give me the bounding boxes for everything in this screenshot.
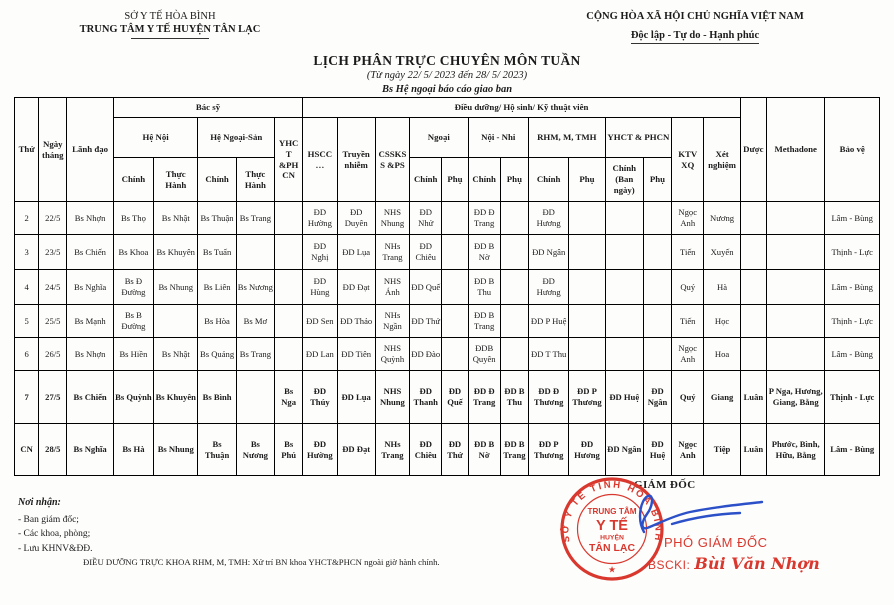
table-cell	[275, 235, 303, 270]
table-cell: Bs Phú	[275, 424, 303, 476]
table-cell: Bs Nga	[275, 371, 303, 424]
table-cell	[569, 338, 605, 371]
table-cell: ĐD Hường	[303, 424, 337, 476]
col-header-thu: Thứ	[15, 98, 39, 202]
table-cell: NHs Trang	[375, 424, 409, 476]
table-cell: Bs Đ Đường	[113, 270, 153, 305]
table-cell	[275, 305, 303, 338]
table-cell	[643, 235, 671, 270]
table-cell	[442, 202, 468, 235]
signer-line	[648, 554, 820, 574]
duty-schedule-table	[14, 97, 880, 476]
table-cell: Bs Trang	[236, 338, 274, 371]
table-cell	[569, 270, 605, 305]
table-cell: Thịnh - Lực	[825, 235, 880, 270]
col-header-he-noi-chinh: Chính	[113, 158, 153, 202]
table-row	[15, 424, 880, 476]
table-cell: Bs Trang	[236, 202, 274, 235]
col-header-ngoai-chinh: Chính	[410, 158, 442, 202]
table-cell: ĐD B Thu	[468, 270, 500, 305]
table-cell: Bs Thuận	[198, 424, 236, 476]
col-header-bao-ve: Bảo vệ	[825, 98, 880, 202]
table-cell: Bs B Đường	[113, 305, 153, 338]
table-cell: Lâm - Bùng	[825, 338, 880, 371]
table-cell	[500, 305, 528, 338]
table-cell: Ngọc Anh	[672, 338, 704, 371]
bottom-note: ĐIỀU DƯỠNG TRỰC KHOA RHM, M, TMH: Xử trí BN khoa YHCT&PHCN ngoài giờ hành chính.	[83, 557, 440, 567]
table-cell: NHS Quỳnh	[375, 338, 409, 371]
table-cell	[643, 202, 671, 235]
table-cell: ĐD Chiêu	[410, 235, 442, 270]
table-cell: Lâm - Bùng	[825, 202, 880, 235]
table-cell: NHS Nhung	[375, 202, 409, 235]
table-cell: 28/5	[39, 424, 67, 476]
table-cell: Học	[704, 305, 740, 338]
table-cell	[605, 270, 643, 305]
table-cell: ĐD B Nờ	[468, 424, 500, 476]
table-cell: ĐD Ngân	[529, 235, 569, 270]
table-cell	[740, 270, 766, 305]
table-cell: Bs Nghĩa	[67, 270, 113, 305]
stamp-center-line3: HUYỆN	[600, 534, 624, 542]
table-cell	[569, 305, 605, 338]
table-cell: Bs Nhật	[154, 202, 198, 235]
table-cell	[275, 338, 303, 371]
col-header-methadone: Methadone	[766, 98, 824, 202]
table-cell: Bs Thuận	[198, 202, 236, 235]
signer-name: Bùi Văn Nhợn	[694, 554, 820, 573]
table-cell: ĐD Sen	[303, 305, 337, 338]
table-cell: ĐD Hùng	[303, 270, 337, 305]
table-cell: ĐD Ngân	[605, 424, 643, 476]
table-cell	[442, 338, 468, 371]
table-cell: Bs Hiền	[113, 338, 153, 371]
table-row	[15, 305, 880, 338]
table-cell: Bs Nhật	[154, 338, 198, 371]
col-header-rhm-chinh: Chính	[529, 158, 569, 202]
table-cell: NHS Ánh	[375, 270, 409, 305]
table-cell: Xuyến	[704, 235, 740, 270]
table-cell: NHS Nhung	[375, 371, 409, 424]
col-header-yhct-chinh-ban-ngay: Chính (Ban ngày)	[605, 158, 643, 202]
table-cell: ĐD P Huệ	[529, 305, 569, 338]
director-title: GIÁM ĐỐC	[634, 479, 696, 491]
table-cell: ĐD Đ Trang	[468, 371, 500, 424]
table-cell: ĐD Tiên	[337, 338, 375, 371]
table-cell: 23/5	[39, 235, 67, 270]
table-cell: Bs Nhung	[154, 270, 198, 305]
table-cell: 22/5	[39, 202, 67, 235]
table-cell: ĐD B Nờ	[468, 235, 500, 270]
table-cell	[740, 338, 766, 371]
col-header-rhm-phu: Phụ	[569, 158, 605, 202]
col-header-noi-nhi-chinh: Chính	[468, 158, 500, 202]
group-header-noi-nhi: Nội - Nhi	[468, 118, 528, 158]
table-cell: ĐD Ngân	[643, 371, 671, 424]
table-cell: ĐD Duyên	[337, 202, 375, 235]
table-cell: Bs Tuấn	[198, 235, 236, 270]
table-cell: ĐD Đ Trang	[468, 202, 500, 235]
group-header-he-noi: Hệ Nội	[113, 118, 198, 158]
table-cell: ĐD Hương	[529, 202, 569, 235]
table-cell: Bs Mơ	[236, 305, 274, 338]
table-cell	[500, 235, 528, 270]
schedule-body	[15, 202, 880, 476]
document-title-note: Bs Hệ ngoại báo cáo giao ban	[381, 83, 513, 95]
table-cell	[740, 235, 766, 270]
table-cell: Bs Thọ	[113, 202, 153, 235]
org-parent-name: SỞ Y TẾ HÒA BÌNH	[124, 11, 216, 22]
table-cell: Thịnh - Lực	[825, 305, 880, 338]
table-cell: 26/5	[39, 338, 67, 371]
table-cell: Giang	[704, 371, 740, 424]
table-cell	[275, 270, 303, 305]
table-cell: Tiến	[672, 235, 704, 270]
table-cell: Quý	[672, 371, 704, 424]
document-date-range: (Từ ngày 22/ 5/ 2023 đến 28/ 5/ 2023)	[366, 70, 528, 82]
national-motto: Độc lập - Tự do - Hạnh phúc	[631, 29, 759, 45]
table-cell: ĐD Hương	[529, 270, 569, 305]
col-header-lanh-dao: Lãnh đạo	[67, 98, 113, 202]
table-cell: ĐD B Thu	[500, 371, 528, 424]
table-cell: Quý	[672, 270, 704, 305]
table-cell	[236, 371, 274, 424]
table-cell: 24/5	[39, 270, 67, 305]
group-header-ngoai: Ngoại	[410, 118, 468, 158]
recipient-item: - Các khoa, phòng;	[18, 529, 91, 540]
col-header-noi-nhi-phu: Phụ	[500, 158, 528, 202]
col-header-ktv-xq: KTV XQ	[672, 118, 704, 202]
table-cell: Bs Bình	[198, 371, 236, 424]
recipients-block	[18, 495, 93, 557]
table-cell: ĐDB Quyên	[468, 338, 500, 371]
table-cell: Phước, Bình, Hữu, Bằng	[766, 424, 824, 476]
table-row	[15, 270, 880, 305]
table-cell: Lâm - Bùng	[825, 424, 880, 476]
table-cell	[500, 202, 528, 235]
col-header-ngay-thang: Ngày tháng	[39, 98, 67, 202]
table-cell: 4	[15, 270, 39, 305]
motto-block	[545, 10, 845, 44]
table-cell: ĐD Đào	[410, 338, 442, 371]
table-cell: ĐD B Trang	[468, 305, 500, 338]
recipient-item: - Lưu KHNV&ĐĐ.	[18, 543, 93, 554]
table-cell: Bs Khoa	[113, 235, 153, 270]
stamp-center-line1: TRUNG TÂM	[587, 507, 637, 516]
table-cell: 5	[15, 305, 39, 338]
table-cell	[275, 202, 303, 235]
table-cell	[740, 305, 766, 338]
table-cell: Bs Chiến	[67, 371, 113, 424]
col-header-truyen-nhiem: Truyền nhiễm	[337, 118, 375, 202]
table-cell	[500, 270, 528, 305]
table-cell: ĐD Quế	[410, 270, 442, 305]
col-header-hscc: HSCC …	[303, 118, 337, 202]
table-row	[15, 202, 880, 235]
table-cell: 6	[15, 338, 39, 371]
table-cell: ĐD Hương	[569, 424, 605, 476]
table-cell: ĐD Đạt	[337, 424, 375, 476]
table-cell	[442, 305, 468, 338]
table-cell	[236, 235, 274, 270]
table-cell: CN	[15, 424, 39, 476]
table-cell: Hoa	[704, 338, 740, 371]
table-cell: Bs Nghĩa	[67, 424, 113, 476]
table-cell: 3	[15, 235, 39, 270]
table-cell: Thịnh - Lực	[825, 371, 880, 424]
table-cell: Luân	[740, 371, 766, 424]
table-cell: 7	[15, 371, 39, 424]
table-cell: ĐD Lan	[303, 338, 337, 371]
col-header-he-noi-thuc-hanh: Thực Hành	[154, 158, 198, 202]
col-header-yhct-phcn-bs: YHCT &PH CN	[275, 118, 303, 202]
title-block	[0, 53, 894, 96]
table-cell: Bs Mạnh	[67, 305, 113, 338]
org-name: TRUNG TÂM Y TẾ HUYỆN TÂN LẠC	[79, 24, 261, 36]
recipients-list	[18, 513, 93, 557]
col-header-he-ngoai-thuc-hanh: Thực Hành	[236, 158, 274, 202]
table-cell	[569, 202, 605, 235]
national-title: CỘNG HÒA XÃ HỘI CHỦ NGHĨA VIỆT NAM	[586, 11, 804, 22]
table-cell	[605, 338, 643, 371]
group-header-he-ngoai-san: Hệ Ngoại-Sản	[198, 118, 275, 158]
table-cell	[500, 338, 528, 371]
stamp-star-icon: ★	[607, 564, 617, 575]
table-cell: ĐD Đ Thương	[529, 371, 569, 424]
table-cell	[740, 202, 766, 235]
recipients-title: Nơi nhận:	[18, 497, 61, 508]
table-cell	[442, 270, 468, 305]
table-row	[15, 338, 880, 371]
org-block	[55, 10, 285, 39]
table-cell: Bs Hà	[113, 424, 153, 476]
table-cell	[766, 202, 824, 235]
table-cell: 27/5	[39, 371, 67, 424]
table-cell: ĐD Thanh	[410, 371, 442, 424]
table-cell	[643, 305, 671, 338]
table-cell: Hà	[704, 270, 740, 305]
table-cell: ĐD Nghị	[303, 235, 337, 270]
table-cell: NHs Trang	[375, 235, 409, 270]
table-cell: Bs Nhợn	[67, 202, 113, 235]
table-cell: Bs Nhợn	[67, 338, 113, 371]
table-cell: Bs Khuyên	[154, 235, 198, 270]
group-header-yhct-phcn: YHCT & PHCN	[605, 118, 672, 158]
table-cell: ĐD Nhử	[410, 202, 442, 235]
table-cell: ĐD Hường	[303, 202, 337, 235]
table-cell: Lâm - Bùng	[825, 270, 880, 305]
col-header-yhct-phu: Phụ	[643, 158, 671, 202]
col-header-xet-nghiem: Xét nghiệm	[704, 118, 740, 202]
table-cell	[766, 338, 824, 371]
table-cell	[766, 270, 824, 305]
table-cell: Bs Khuyên	[154, 371, 198, 424]
stamp-ring-text: SỞ Y TẾ TỈNH HÒA BÌNH	[560, 479, 664, 544]
table-cell: ĐD B Trang	[500, 424, 528, 476]
group-header-dieu-duong: Điều dưỡng/ Hộ sinh/ Kỹ thuật viên	[303, 98, 741, 118]
table-cell	[605, 235, 643, 270]
table-cell: 2	[15, 202, 39, 235]
table-cell	[605, 305, 643, 338]
table-cell: ĐD Thúy	[303, 371, 337, 424]
stamp-center-line4: TÂN LẠC	[588, 542, 636, 554]
table-cell	[442, 235, 468, 270]
table-cell	[569, 235, 605, 270]
table-cell: ĐD Quế	[442, 371, 468, 424]
group-header-bac-sy: Bác sỹ	[113, 98, 302, 118]
col-header-csskss-ps: CSSKSS &PS	[375, 118, 409, 202]
signer-degree: BSCKI:	[648, 558, 691, 572]
document-title: LỊCH PHÂN TRỰC CHUYÊN MÔN TUẦN	[313, 53, 581, 68]
table-cell: ĐD P Thương	[529, 424, 569, 476]
table-cell: Luân	[740, 424, 766, 476]
table-cell: ĐD Lụa	[337, 235, 375, 270]
table-cell: ĐD Huệ	[643, 424, 671, 476]
table-cell: Nương	[704, 202, 740, 235]
table-row	[15, 371, 880, 424]
table-row	[15, 235, 880, 270]
table-cell	[154, 305, 198, 338]
table-cell: Bs Liên	[198, 270, 236, 305]
col-header-duoc: Dược	[740, 98, 766, 202]
table-cell: ĐD Lụa	[337, 371, 375, 424]
org-underline	[131, 38, 209, 39]
table-cell: Bs Quảng	[198, 338, 236, 371]
table-cell: ĐD Đạt	[337, 270, 375, 305]
table-cell: P Nga, Hương, Giang, Bằng	[766, 371, 824, 424]
table-cell: ĐD Thảo	[337, 305, 375, 338]
table-cell: ĐD Thứ	[410, 305, 442, 338]
table-cell	[643, 270, 671, 305]
table-cell: ĐD Chiêu	[410, 424, 442, 476]
table-cell: ĐD P Thương	[569, 371, 605, 424]
table-cell: Ngọc Anh	[672, 202, 704, 235]
col-header-ngoai-phu: Phụ	[442, 158, 468, 202]
table-cell	[766, 305, 824, 338]
table-cell: Bs Nương	[236, 424, 274, 476]
table-cell	[766, 235, 824, 270]
table-cell: NHs Ngần	[375, 305, 409, 338]
table-cell: ĐD Thứ	[442, 424, 468, 476]
table-cell: 25/5	[39, 305, 67, 338]
group-header-rhm-m-tmh: RHM, M, TMH	[529, 118, 606, 158]
table-cell: Ngọc Anh	[672, 424, 704, 476]
stamp-center-line2: Y TẾ	[596, 518, 628, 534]
table-cell: Tiệp	[704, 424, 740, 476]
col-header-he-ngoai-chinh: Chính	[198, 158, 236, 202]
table-cell: ĐD Huệ	[605, 371, 643, 424]
table-cell	[643, 338, 671, 371]
table-cell: Bs Chiến	[67, 235, 113, 270]
table-cell: Tiến	[672, 305, 704, 338]
deputy-director-title: PHÓ GIÁM ĐỐC	[664, 535, 768, 550]
table-cell: Bs Nương	[236, 270, 274, 305]
table-cell: ĐD T Thu	[529, 338, 569, 371]
table-cell: Bs Quỳnh	[113, 371, 153, 424]
table-cell	[605, 202, 643, 235]
table-cell: Bs Hòa	[198, 305, 236, 338]
table-cell: Bs Nhung	[154, 424, 198, 476]
recipient-item: - Ban giám đốc;	[18, 514, 79, 525]
